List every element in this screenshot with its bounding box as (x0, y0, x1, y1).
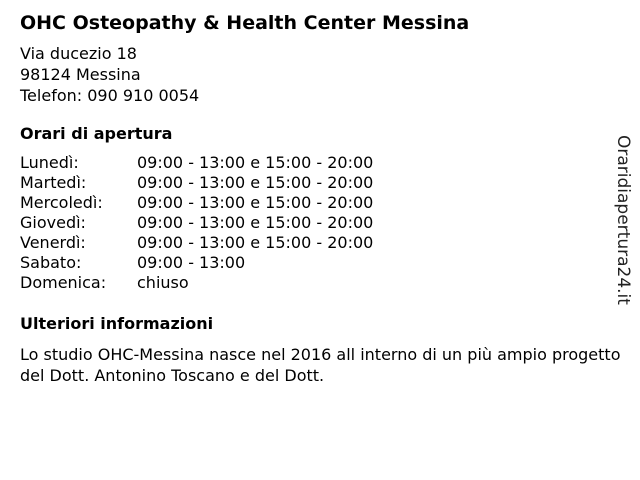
hours-row-sunday (20, 273, 440, 293)
opening-hours-heading: Orari di apertura (20, 124, 173, 143)
hours-row-saturday (20, 253, 440, 273)
time-value: chiuso (137, 273, 189, 292)
day-label: Venerdì: (20, 233, 86, 252)
more-info-text: Lo studio OHC-Messina nasce nel 2016 all interno di un più ampio progetto del Dott. Antonino Toscano e del Dott. (20, 345, 621, 385)
time-value: 09:00 - 13:00 (137, 253, 246, 272)
day-label: Domenica: (20, 273, 107, 292)
time-value: 09:00 - 13:00 e 15:00 - 20:00 (137, 233, 374, 252)
hours-row-thursday (20, 213, 440, 233)
time-value: 09:00 - 13:00 e 15:00 - 20:00 (137, 173, 374, 192)
hours-row-monday (20, 153, 440, 173)
business-name: OHC Osteopathy & Health Center Messina (20, 12, 470, 34)
site-watermark: Oraridiapertura24.it (613, 135, 633, 305)
hours-row-tuesday (20, 173, 440, 193)
address-city: 98124 Messina (20, 65, 141, 84)
opening-hours-table (20, 153, 440, 293)
time-value: 09:00 - 13:00 e 15:00 - 20:00 (137, 153, 374, 172)
day-label: Sabato: (20, 253, 82, 272)
day-label: Giovedì: (20, 213, 86, 232)
address-street: Via ducezio 18 (20, 44, 137, 63)
hours-row-wednesday (20, 193, 440, 213)
day-label: Martedì: (20, 173, 87, 192)
day-label: Mercoledì: (20, 193, 103, 212)
business-address (20, 43, 199, 106)
more-info-heading: Ulteriori informazioni (20, 314, 214, 333)
time-value: 09:00 - 13:00 e 15:00 - 20:00 (137, 213, 374, 232)
day-label: Lunedì: (20, 153, 79, 172)
hours-row-friday (20, 233, 440, 253)
phone-number[interactable]: Telefon: 090 910 0054 (20, 86, 200, 105)
time-value: 09:00 - 13:00 e 15:00 - 20:00 (137, 193, 374, 212)
